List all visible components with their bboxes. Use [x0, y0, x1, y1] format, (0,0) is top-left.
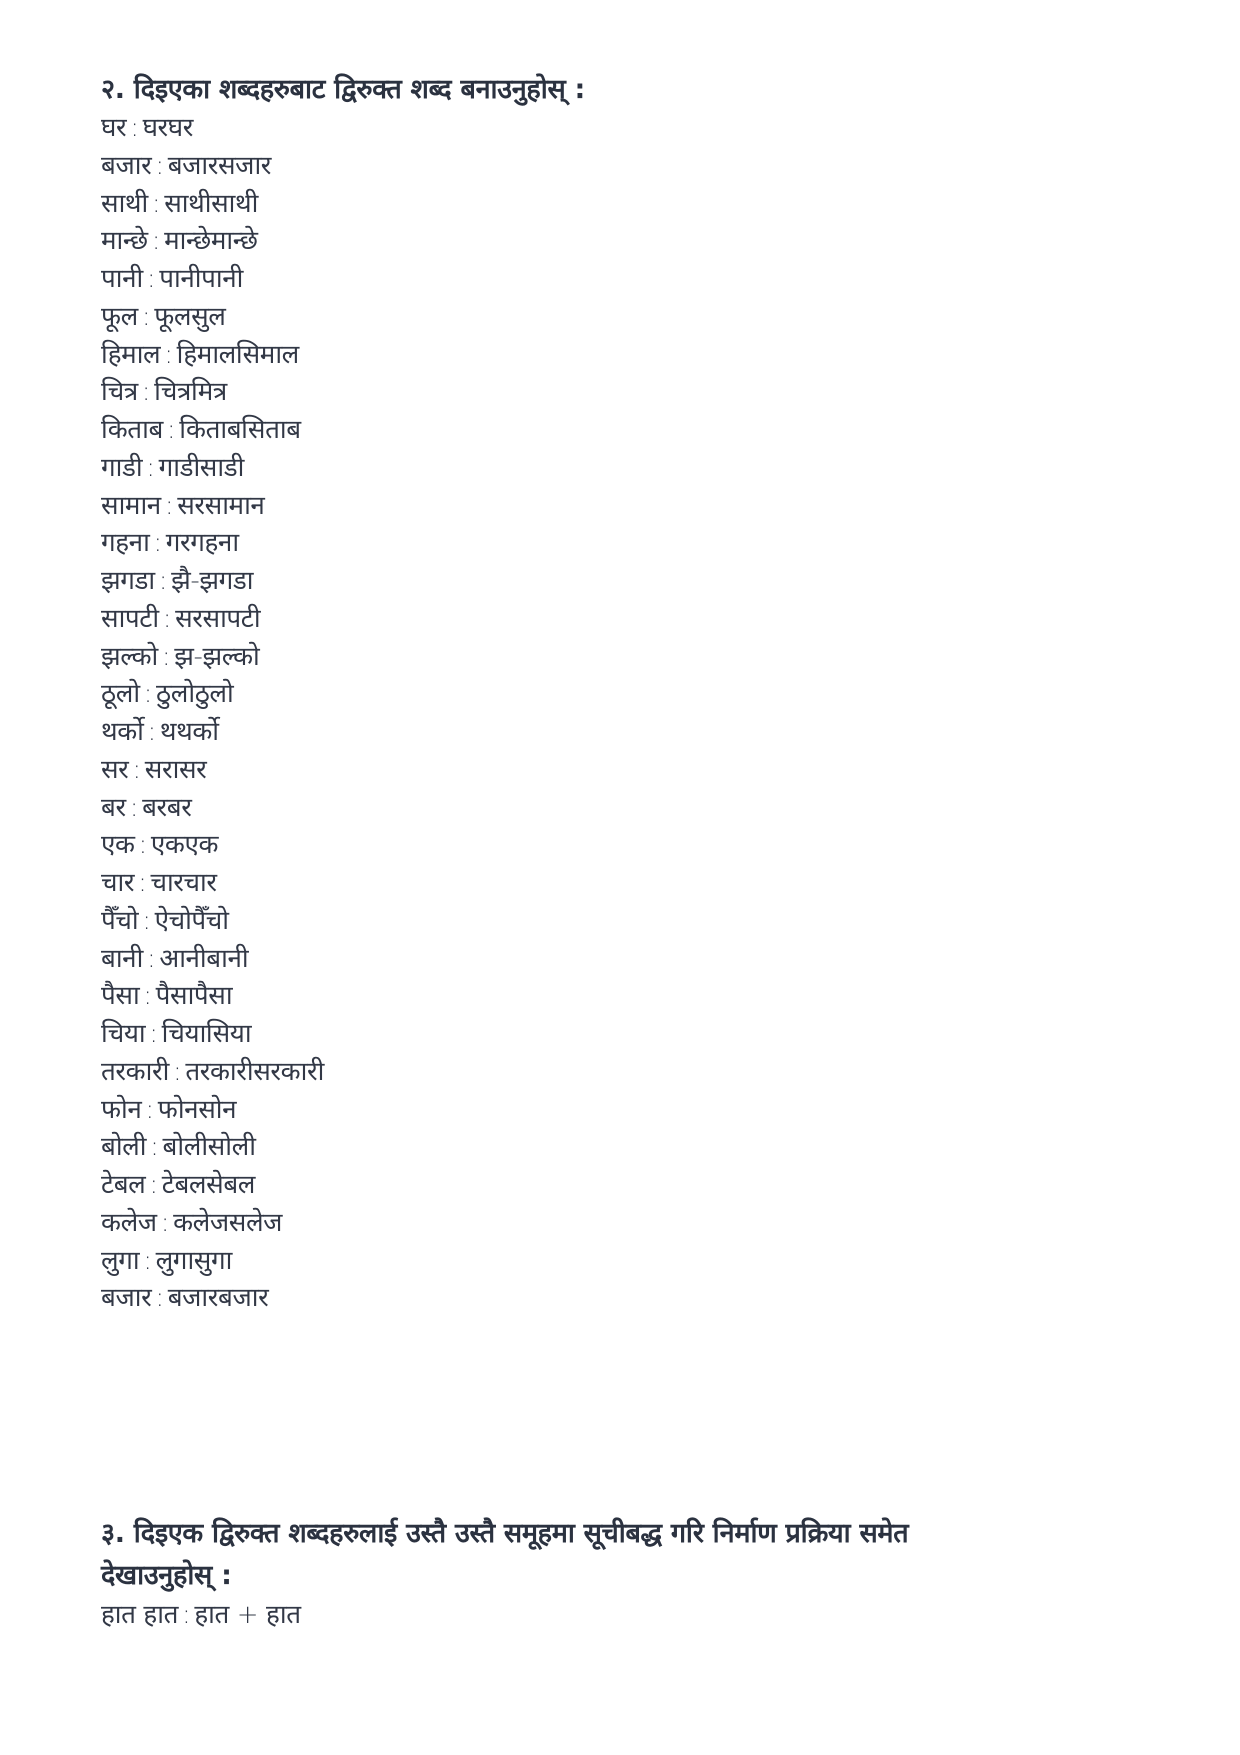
source-word: चित्र	[101, 377, 138, 408]
separator: :	[141, 377, 151, 408]
section-2-heading: २. दिइएका शब्दहरुबाट द्विरुक्त शब्द बनाउनुहोस् :	[101, 74, 586, 105]
source-word: तरकारी	[101, 1056, 169, 1087]
source-word: पानी	[101, 264, 143, 294]
list-item	[101, 1597, 1141, 1635]
list-item	[101, 450, 1141, 488]
reduplicated-word: बोलीसोली	[162, 1132, 256, 1163]
reduplicated-word: कलेजसलेज	[173, 1207, 283, 1238]
separator: :	[166, 415, 176, 445]
separator: :	[132, 754, 141, 785]
source-word: चार	[101, 868, 135, 898]
source-word: सर	[101, 754, 129, 785]
reduplicated-word: चारचार	[150, 868, 217, 898]
list-item	[101, 525, 1141, 563]
reduplicated-word: सरसापटी	[175, 603, 261, 634]
separator: :	[143, 981, 152, 1012]
list-item	[101, 299, 1141, 337]
list-item	[101, 1280, 1141, 1318]
list-item	[101, 601, 1141, 639]
list-item	[101, 412, 1141, 450]
separator: :	[147, 717, 156, 747]
separator: :	[130, 113, 139, 143]
separator: :	[182, 1600, 191, 1630]
list-item	[101, 714, 1141, 752]
separator: :	[142, 905, 151, 936]
grouped-word-list	[101, 1597, 1141, 1635]
separator: :	[149, 1019, 158, 1049]
reduplicated-word: ऐचोपैँचो	[154, 905, 229, 936]
list-item	[101, 1243, 1141, 1281]
list-item	[101, 488, 1141, 526]
source-word: हिमाल	[101, 339, 161, 370]
source-word: बजार	[101, 150, 152, 181]
separator: :	[172, 1056, 182, 1087]
separator: :	[143, 679, 153, 710]
separator: :	[158, 566, 168, 596]
reduplicated-word: सरसामान	[177, 490, 265, 521]
source-word: हात हात	[101, 1600, 178, 1630]
list-item	[101, 676, 1141, 714]
source-word: बजार	[101, 1283, 152, 1314]
separator: :	[143, 1245, 152, 1276]
reduplicated-word: झ-झल्को	[174, 641, 260, 672]
source-word: थर्को	[101, 717, 144, 747]
separator: :	[146, 452, 155, 483]
list-item	[101, 1092, 1141, 1130]
source-word: टेबल	[101, 1170, 146, 1200]
separator: :	[129, 792, 139, 823]
reduplicated-word: बजारसजार	[167, 150, 272, 181]
reduplicated-word: बजारबजार	[167, 1283, 269, 1314]
list-item	[101, 261, 1141, 299]
source-word: चिया	[101, 1019, 146, 1049]
reduplicated-word: चियासिया	[161, 1019, 252, 1049]
reduplicated-word: फोनसोन	[157, 1094, 237, 1125]
separator: :	[146, 943, 156, 974]
separator: :	[164, 490, 174, 521]
source-word: कलेज	[101, 1207, 157, 1238]
separator: :	[151, 188, 161, 219]
source-word: फोन	[101, 1094, 142, 1125]
source-word: बानी	[101, 943, 143, 974]
reduplicated-word: एकएक	[150, 830, 219, 861]
list-item	[101, 110, 1141, 148]
reduplicated-word: टेबलसेबल	[161, 1170, 255, 1200]
section-3-heading-line1: ३. दिइएक द्विरुक्त शब्दहरुलाई उस्तै उस्तै समूहमा सूचीबद्ध गरि निर्माण प्रक्रिया समेत	[101, 1518, 909, 1549]
source-word: गहना	[101, 528, 150, 559]
reduplicated-word: किताबसिताब	[179, 415, 301, 445]
source-word: पैँचो	[101, 905, 139, 936]
reduplicated-word: बरबर	[142, 792, 192, 823]
reduplicated-word: गाडीसाडी	[158, 452, 244, 483]
separator: :	[145, 1094, 154, 1125]
source-word: ठूलो	[101, 679, 140, 710]
separator: :	[155, 1283, 164, 1314]
list-item	[101, 1054, 1141, 1092]
separator: :	[160, 1207, 170, 1238]
source-word: बर	[101, 792, 126, 823]
list-item	[101, 563, 1141, 601]
separator: :	[141, 301, 151, 332]
source-word: लुगा	[101, 1245, 140, 1276]
separator: :	[164, 339, 173, 370]
source-word: फूल	[101, 301, 138, 332]
separator: :	[162, 603, 172, 634]
reduplicated-word: पानीपानी	[159, 264, 243, 294]
list-item	[101, 978, 1141, 1016]
source-word: झगडा	[101, 566, 155, 596]
list-item	[101, 223, 1141, 261]
separator: :	[138, 868, 147, 898]
separator: :	[155, 150, 164, 181]
section-2	[101, 70, 1141, 1318]
list-item	[101, 903, 1141, 941]
list-item	[101, 790, 1141, 828]
reduplicated-word: तरकारीसरकारी	[185, 1056, 324, 1087]
source-word: सापटी	[101, 603, 159, 634]
list-item	[101, 1016, 1141, 1054]
separator: :	[153, 528, 162, 559]
source-word: बोली	[101, 1132, 147, 1163]
reduplicated-word: पैसापैसा	[155, 981, 233, 1012]
separator: :	[150, 1132, 159, 1163]
reduplicated-word: हिमालसिमाल	[176, 339, 299, 370]
list-item	[101, 865, 1141, 903]
list-item	[101, 639, 1141, 677]
reduplicated-word: ठुलोठुलो	[156, 679, 234, 710]
reduplicated-word: थथर्को	[159, 717, 219, 747]
separator: :	[146, 264, 156, 294]
separator: :	[151, 226, 161, 257]
reduplicated-word: साथीसाथी	[164, 188, 258, 219]
reduplicated-word: हात + हात	[194, 1600, 301, 1630]
list-item	[101, 752, 1141, 790]
list-item	[101, 337, 1141, 375]
section-3	[101, 1513, 1141, 1635]
list-item	[101, 941, 1141, 979]
reduplicated-word: चित्रमित्र	[154, 377, 227, 408]
section-3-heading	[101, 1513, 1141, 1597]
separator: :	[138, 830, 147, 861]
source-word: एक	[101, 830, 135, 861]
source-word: मान्छे	[101, 226, 148, 257]
separator: :	[149, 1170, 158, 1200]
source-word: गाडी	[101, 452, 143, 483]
list-item	[101, 1205, 1141, 1243]
reduplicated-word: गरगहना	[165, 528, 239, 559]
list-item	[101, 1167, 1141, 1205]
source-word: सामान	[101, 490, 161, 521]
list-item	[101, 1129, 1141, 1167]
list-item	[101, 374, 1141, 412]
reduplicated-word: सरासर	[144, 754, 207, 785]
source-word: झल्को	[101, 641, 158, 672]
source-word: पैसा	[101, 981, 140, 1012]
list-item	[101, 186, 1141, 224]
reduplicated-word: झै-झगडा	[171, 566, 254, 596]
reduplicated-word: फूलसुल	[154, 301, 226, 332]
reduplicated-word: लुगासुगा	[155, 1245, 232, 1276]
reduplicated-word: घरघर	[142, 113, 193, 143]
separator: :	[161, 641, 171, 672]
word-list	[101, 110, 1141, 1318]
list-item	[101, 827, 1141, 865]
source-word: घर	[101, 113, 127, 143]
section-3-heading-line2: देखाउनुहोस् :	[101, 1560, 232, 1591]
source-word: साथी	[101, 188, 148, 219]
source-word: किताब	[101, 415, 163, 445]
list-item	[101, 148, 1141, 186]
reduplicated-word: आनीबानी	[159, 943, 249, 974]
reduplicated-word: मान्छेमान्छे	[164, 226, 258, 257]
